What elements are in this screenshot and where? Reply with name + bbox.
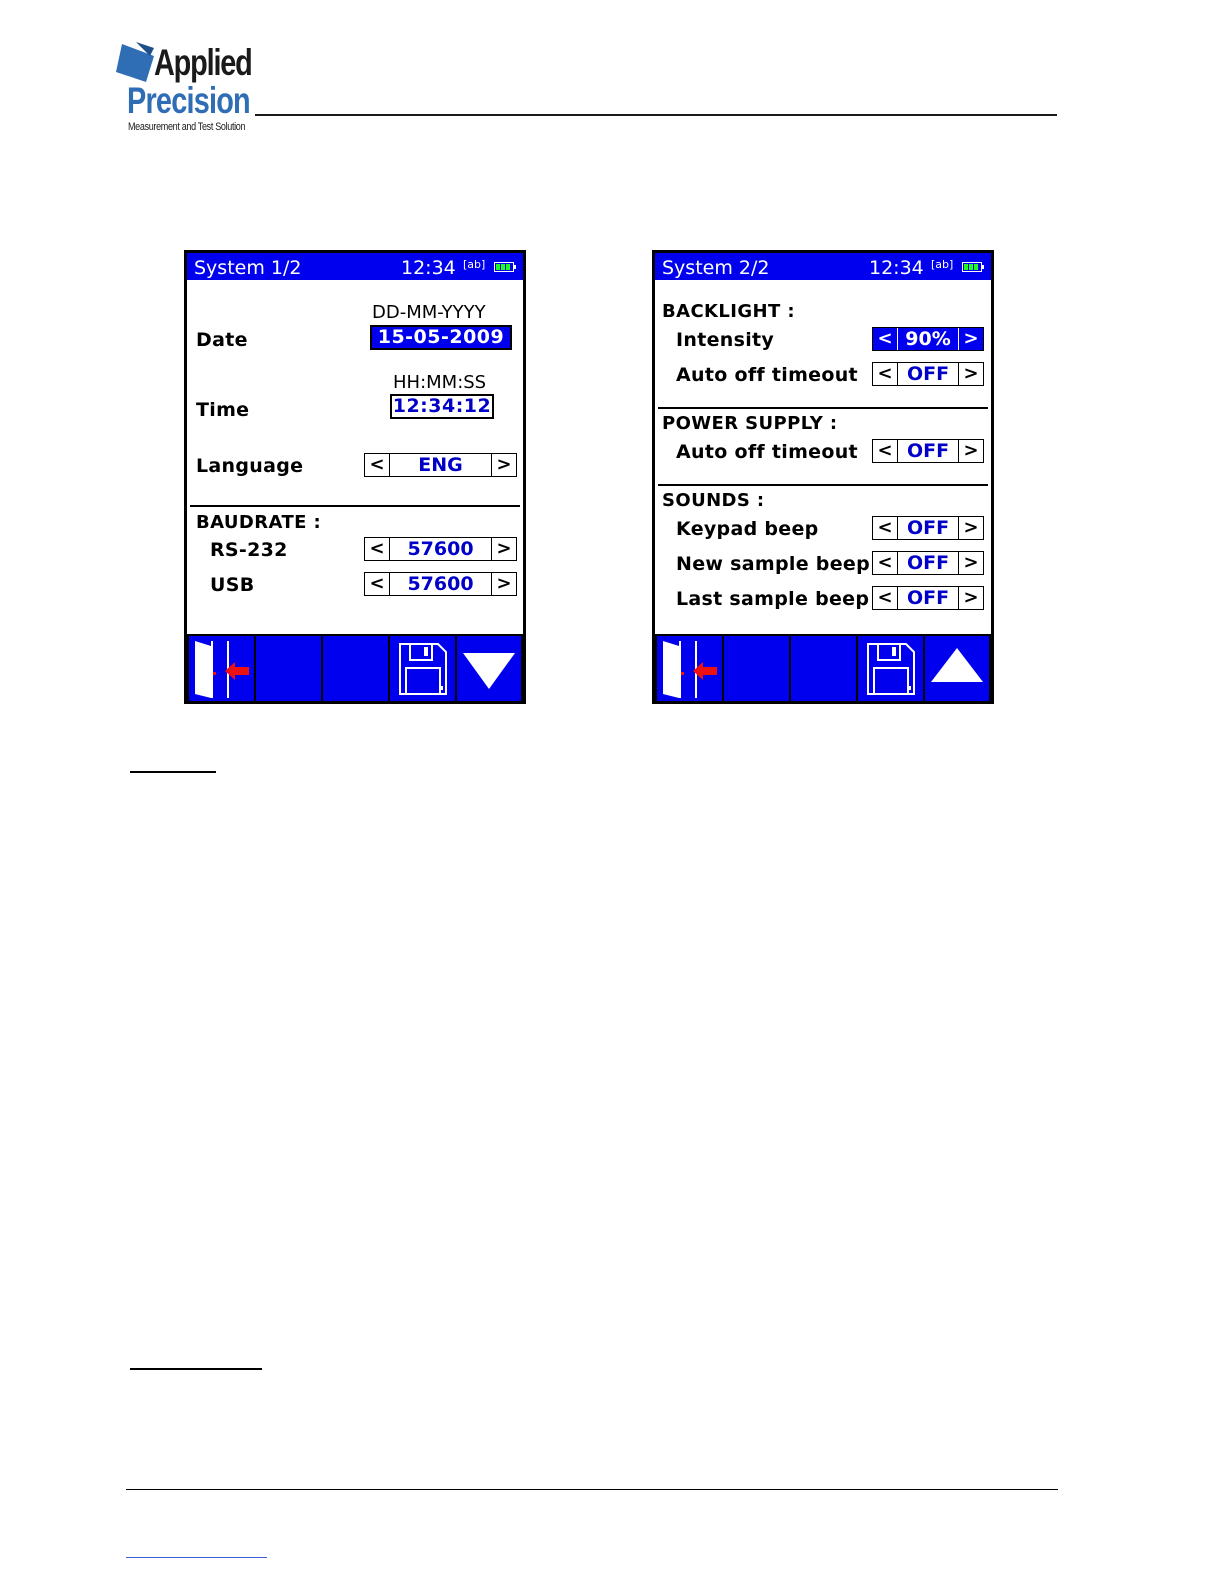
usb-label: USB [210,574,255,596]
rs232-value: 57600 [407,538,474,560]
power-auto-off-next-button[interactable]: > [958,440,983,462]
power-auto-off-label: Auto off timeout [676,441,858,463]
keypad-beep-next-button[interactable]: > [958,517,983,539]
save-floppy-icon [390,636,455,701]
intensity-value: 90% [905,328,951,350]
section-divider [658,407,988,409]
intensity-selector [872,327,984,351]
date-format-hint: DD-MM-YYYY [372,302,486,323]
backlight-header: BACKLIGHT : [662,301,795,322]
section-heading-underline [130,771,216,773]
keypad-beep-prev-button[interactable]: < [873,517,898,539]
battery-icon [962,262,982,272]
last-sample-beep-prev-button[interactable]: < [873,587,898,609]
clock: 12:34 [869,257,924,279]
system-settings-screen-2 [652,250,994,704]
logo-tagline: Measurement and Test Solution [128,121,246,133]
save-floppy-icon [858,636,923,701]
usb-next-button[interactable]: > [491,573,516,595]
title-bar [187,253,523,280]
softkey-empty-3[interactable] [791,636,856,701]
softkey-empty-2[interactable] [724,636,789,701]
language-value: ENG [418,454,463,476]
intensity-next-button[interactable]: > [958,328,983,350]
rs232-next-button[interactable]: > [491,538,516,560]
last-sample-beep-label: Last sample beep [676,588,870,610]
save-button[interactable] [858,636,923,701]
header-divider [255,114,1057,116]
softkey-toolbar [655,634,991,701]
system-settings-screen-1 [184,250,526,704]
section-divider [190,505,520,507]
save-button[interactable] [390,636,455,701]
new-sample-beep-prev-button[interactable]: < [873,552,898,574]
usb-baudrate-selector [364,572,517,596]
section-heading-underline [130,1368,262,1370]
softkey-empty-2[interactable] [256,636,321,701]
date-field[interactable]: 15-05-2009 [370,325,512,350]
last-sample-beep-value: OFF [906,587,950,609]
rs232-prev-button[interactable]: < [365,538,390,560]
language-next-button[interactable]: > [491,454,516,476]
exit-button[interactable] [657,636,722,701]
keypad-beep-value: OFF [906,517,950,539]
backlight-auto-off-label: Auto off timeout [676,364,858,386]
backlight-auto-off-prev-button[interactable]: < [873,363,898,385]
logo-mark-icon [116,42,156,84]
time-label: Time [196,399,250,421]
usb-prev-button[interactable]: < [365,573,390,595]
exit-door-icon [657,636,722,701]
screen-title: System 2/2 [662,257,770,279]
intensity-prev-button[interactable]: < [873,328,898,350]
intensity-label: Intensity [676,329,775,351]
backlight-auto-off-value: OFF [906,363,950,385]
arrow-up-icon [925,636,989,701]
exit-button[interactable] [189,636,254,701]
sounds-header: SOUNDS : [662,490,765,511]
last-sample-beep-next-button[interactable]: > [958,587,983,609]
rs232-label: RS-232 [210,539,288,561]
footer-link-underline[interactable] [126,1557,267,1558]
date-label: Date [196,329,248,351]
new-sample-beep-selector [872,551,984,575]
power-auto-off-prev-button[interactable]: < [873,440,898,462]
clock: 12:34 [401,257,456,279]
rs232-baudrate-selector [364,537,517,561]
backlight-auto-off-selector [872,362,984,386]
screen-title: System 1/2 [194,257,302,279]
backlight-auto-off-next-button[interactable]: > [958,363,983,385]
time-format-hint: HH:MM:SS [393,372,487,393]
softkey-empty-3[interactable] [323,636,388,701]
last-sample-beep-selector [872,586,984,610]
language-selector [364,453,517,477]
section-divider [658,484,988,486]
language-label: Language [196,455,304,477]
keypad-beep-label: Keypad beep [676,518,819,540]
keypad-beep-selector [872,516,984,540]
exit-door-icon [189,636,254,701]
battery-icon [494,262,514,272]
baudrate-header: BAUDRATE : [196,512,322,533]
new-sample-beep-value: OFF [906,552,950,574]
language-prev-button[interactable]: < [365,454,390,476]
page-down-button[interactable] [457,636,521,701]
power-auto-off-selector [872,439,984,463]
new-sample-beep-next-button[interactable]: > [958,552,983,574]
power-supply-header: POWER SUPPLY : [662,413,838,434]
logo-word-applied: Applied [154,42,252,83]
softkey-toolbar [187,634,523,701]
new-sample-beep-label: New sample beep [676,553,870,575]
arrow-down-icon [457,636,521,701]
page-up-button[interactable] [925,636,989,701]
footer-divider [126,1489,1058,1490]
time-field[interactable]: 12:34:12 [390,394,494,419]
logo-word-precision: Precision [127,80,250,121]
usb-value: 57600 [407,573,474,595]
input-mode-indicator: [ab] [463,258,486,271]
input-mode-indicator: [ab] [931,258,954,271]
power-auto-off-value: OFF [906,440,950,462]
applied-precision-logo [116,40,256,136]
title-bar [655,253,991,280]
